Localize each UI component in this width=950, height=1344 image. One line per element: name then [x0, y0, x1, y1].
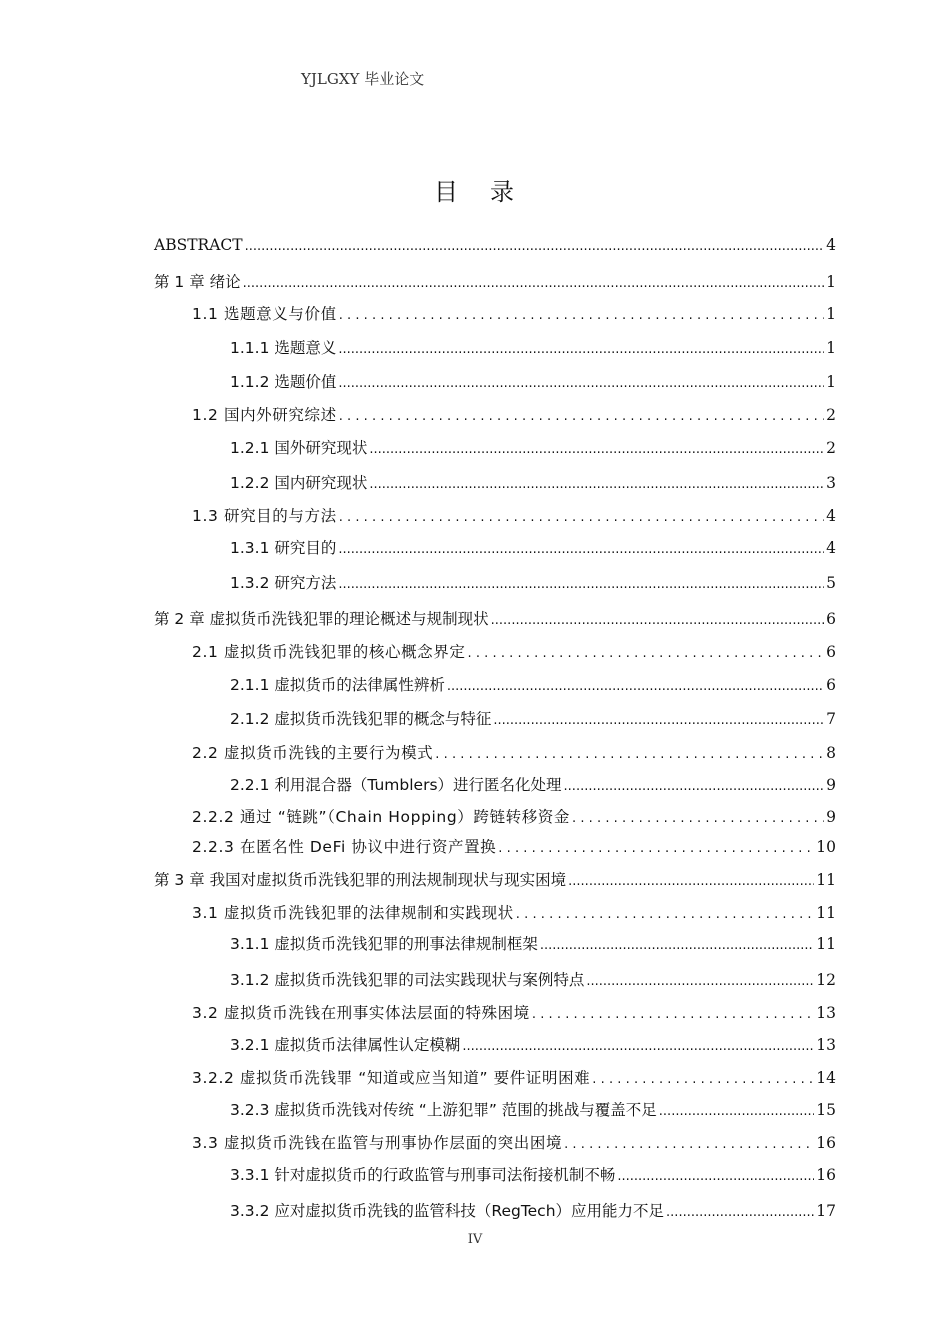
toc-entry-title: 3.3.2 应对虚拟货币洗钱的监管科技（RegTech）应用能力不足 [230, 1202, 665, 1220]
toc-entry-title: 2.2.2 通过 “链跳”（Chain Hopping）跨链转移资金 [192, 808, 570, 826]
toc-entry-page: 4 [826, 236, 836, 254]
toc-entry-title: 3.2.2 虚拟货币洗钱罪 “知道或应当知道” 要件证明困难 [192, 1069, 591, 1087]
toc-entry-3-1-2[interactable] [230, 968, 836, 990]
toc-entry-page: 11 [816, 871, 836, 889]
toc-entry-3-3-2[interactable] [230, 1199, 836, 1221]
toc-entry-3-3-1[interactable] [230, 1163, 836, 1185]
toc-entry-page: 1 [826, 305, 836, 323]
toc-entry-title: ABSTRACT [154, 236, 243, 254]
toc-entry-title: 3.1.2 虚拟货币洗钱犯罪的司法实践现状与案例特点 [230, 971, 585, 989]
dot-leader [493, 713, 824, 728]
dot-leader [339, 510, 824, 525]
toc-entry-2-2[interactable] [192, 741, 836, 763]
toc-entry-title: 2.2.1 利用混合器（Tumblers）进行匿名化处理 [230, 776, 562, 794]
dot-leader [338, 542, 824, 557]
toc-entry-title: 1.3.1 研究目的 [230, 539, 337, 557]
dot-leader [564, 779, 825, 794]
toc-entry-title: 3.3.1 针对虚拟货币的行政监管与刑事司法衔接机制不畅 [230, 1166, 616, 1184]
toc-entry-page: 16 [816, 1166, 836, 1184]
toc-entry-title: 3.1 虚拟货币洗钱犯罪的法律规制和实践现状 [192, 904, 514, 922]
toc-entry-1-3-1[interactable] [230, 536, 836, 558]
page-title [0, 172, 950, 207]
dot-leader [564, 1137, 814, 1152]
toc-entry-page: 11 [816, 904, 836, 922]
toc-entry-page: 6 [826, 676, 836, 694]
toc-entry-page: 14 [816, 1069, 836, 1087]
toc-entry-page: 10 [816, 838, 836, 856]
toc-entry-2-1-2[interactable] [230, 707, 836, 729]
toc-entry-page: 16 [816, 1134, 836, 1152]
toc-entry-chapter-1[interactable] [154, 270, 836, 292]
toc-entry-3-1[interactable] [192, 901, 836, 923]
toc-entry-page: 9 [826, 808, 836, 826]
toc-entry-title: 1.1 选题意义与价值 [192, 305, 337, 323]
toc-entry-page: 2 [826, 406, 836, 424]
dot-leader [592, 1072, 814, 1087]
toc-entry-1-1-2[interactable] [230, 370, 836, 392]
dot-leader [568, 874, 814, 889]
toc-entry-page: 11 [816, 935, 836, 953]
dot-leader [339, 308, 824, 323]
toc-entry-page: 1 [826, 273, 836, 291]
toc-entry-title: 2.2 虚拟货币洗钱的主要行为模式 [192, 744, 434, 762]
toc-entry-page: 12 [816, 971, 836, 989]
toc-entry-title: 3.2 虚拟货币洗钱在刑事实体法层面的特殊困境 [192, 1004, 530, 1022]
title-char-2: 录 [490, 178, 516, 206]
toc-entry-1-2-2[interactable] [230, 471, 836, 493]
toc-entry-chapter-2[interactable] [154, 607, 836, 629]
toc-entry-page: 5 [826, 574, 836, 592]
dot-leader [338, 376, 824, 391]
dot-leader [339, 409, 824, 424]
dot-leader [617, 1169, 814, 1184]
dot-leader [540, 938, 814, 953]
toc-entry-title: 2.1 虚拟货币洗钱犯罪的核心概念界定 [192, 643, 466, 661]
dot-leader [243, 276, 824, 291]
toc-entry-title: 2.1.1 虚拟货币的法律属性辨析 [230, 676, 445, 694]
toc-entry-3-2-1[interactable] [230, 1033, 836, 1055]
dot-leader [447, 679, 824, 694]
title-char-1: 目 [434, 178, 460, 206]
dot-leader [369, 442, 824, 457]
dot-leader [467, 646, 824, 661]
toc-entry-3-2-3[interactable] [230, 1098, 836, 1120]
dot-leader [369, 477, 824, 492]
toc-entry-title: 1.2.1 国外研究现状 [230, 439, 368, 457]
toc-entry-title: 3.2.1 虚拟货币法律属性认定模糊 [230, 1036, 461, 1054]
toc-entry-page: 4 [826, 507, 836, 525]
toc-entry-2-1-1[interactable] [230, 673, 836, 695]
toc-entry-page: 6 [826, 643, 836, 661]
dot-leader [532, 1007, 814, 1022]
toc-entry-3-3[interactable] [192, 1131, 836, 1153]
dot-leader [491, 613, 824, 628]
dot-leader [659, 1104, 814, 1119]
toc-entry-2-1[interactable] [192, 640, 836, 662]
toc-entry-title: 1.1.2 选题价值 [230, 373, 337, 391]
toc-entry-2-2-2[interactable] [192, 805, 836, 827]
toc-entry-1-2-1[interactable] [230, 436, 836, 458]
toc-entry-abstract[interactable] [154, 236, 836, 254]
toc-entry-page: 8 [826, 744, 836, 762]
toc-entry-2-2-1[interactable] [230, 773, 836, 795]
dot-leader [516, 907, 814, 922]
toc-entry-title: 第 1 章 绪论 [154, 273, 241, 291]
toc-entry-page: 3 [826, 474, 836, 492]
toc-entry-1-1[interactable] [192, 302, 836, 324]
toc-entry-page: 15 [816, 1101, 836, 1119]
toc-entry-page: 13 [816, 1004, 836, 1022]
toc-entry-page: 17 [816, 1202, 836, 1220]
dot-leader [435, 747, 824, 762]
toc-entry-title: 1.1.1 选题意义 [230, 339, 337, 357]
dot-leader [572, 811, 824, 826]
toc-entry-1-3[interactable] [192, 504, 836, 526]
toc-entry-title: 3.2.3 虚拟货币洗钱对传统 “上游犯罪” 范围的挑战与覆盖不足 [230, 1101, 657, 1119]
toc-entry-3-1-1[interactable] [230, 932, 836, 954]
toc-entry-page: 6 [826, 610, 836, 628]
dot-leader [338, 342, 824, 357]
toc-entry-title: 第 2 章 虚拟货币洗钱犯罪的理论概述与规制现状 [154, 610, 489, 628]
toc-entry-page: 7 [826, 710, 836, 728]
dot-leader [462, 1039, 814, 1054]
toc-entry-page: 1 [826, 339, 836, 357]
toc-entry-title: 3.1.1 虚拟货币洗钱犯罪的刑事法律规制框架 [230, 935, 538, 953]
toc-entry-title: 1.2 国内外研究综述 [192, 406, 337, 424]
toc-entry-page: 1 [826, 373, 836, 391]
dot-leader [586, 974, 814, 989]
toc-entry-title: 第 3 章 我国对虚拟货币洗钱犯罪的刑法规制现状与现实困境 [154, 871, 567, 889]
toc-entry-page: 4 [826, 539, 836, 557]
toc-entry-page: 13 [816, 1036, 836, 1054]
dot-leader [666, 1205, 814, 1220]
page-number: IV [467, 1232, 483, 1247]
toc-entry-title: 1.3 研究目的与方法 [192, 507, 337, 525]
toc-entry-3-2[interactable] [192, 1001, 836, 1023]
dot-leader [245, 239, 825, 254]
toc-entry-1-3-2[interactable] [230, 571, 836, 593]
toc-entry-title: 2.2.3 在匿名性 DeFi 协议中进行资产置换 [192, 838, 497, 856]
dot-leader [338, 577, 824, 592]
toc-entry-title: 1.2.2 国内研究现状 [230, 474, 368, 492]
toc-entry-title: 2.1.2 虚拟货币洗钱犯罪的概念与特征 [230, 710, 492, 728]
toc-entry-title: 1.3.2 研究方法 [230, 574, 337, 592]
dot-leader [498, 841, 814, 856]
toc-entry-page: 9 [826, 776, 836, 794]
toc-entry-title: 3.3 虚拟货币洗钱在监管与刑事协作层面的突出困境 [192, 1134, 563, 1152]
toc-entry-1-1-1[interactable] [230, 336, 836, 358]
toc-entry-page: 2 [826, 439, 836, 457]
toc-entry-3-2-2[interactable] [192, 1066, 836, 1088]
document-header: YJLGXY 毕业论文 [301, 70, 425, 88]
toc-entry-1-2[interactable] [192, 403, 836, 425]
toc-entry-chapter-3[interactable] [154, 868, 836, 890]
toc-entry-2-2-3[interactable] [192, 835, 836, 857]
